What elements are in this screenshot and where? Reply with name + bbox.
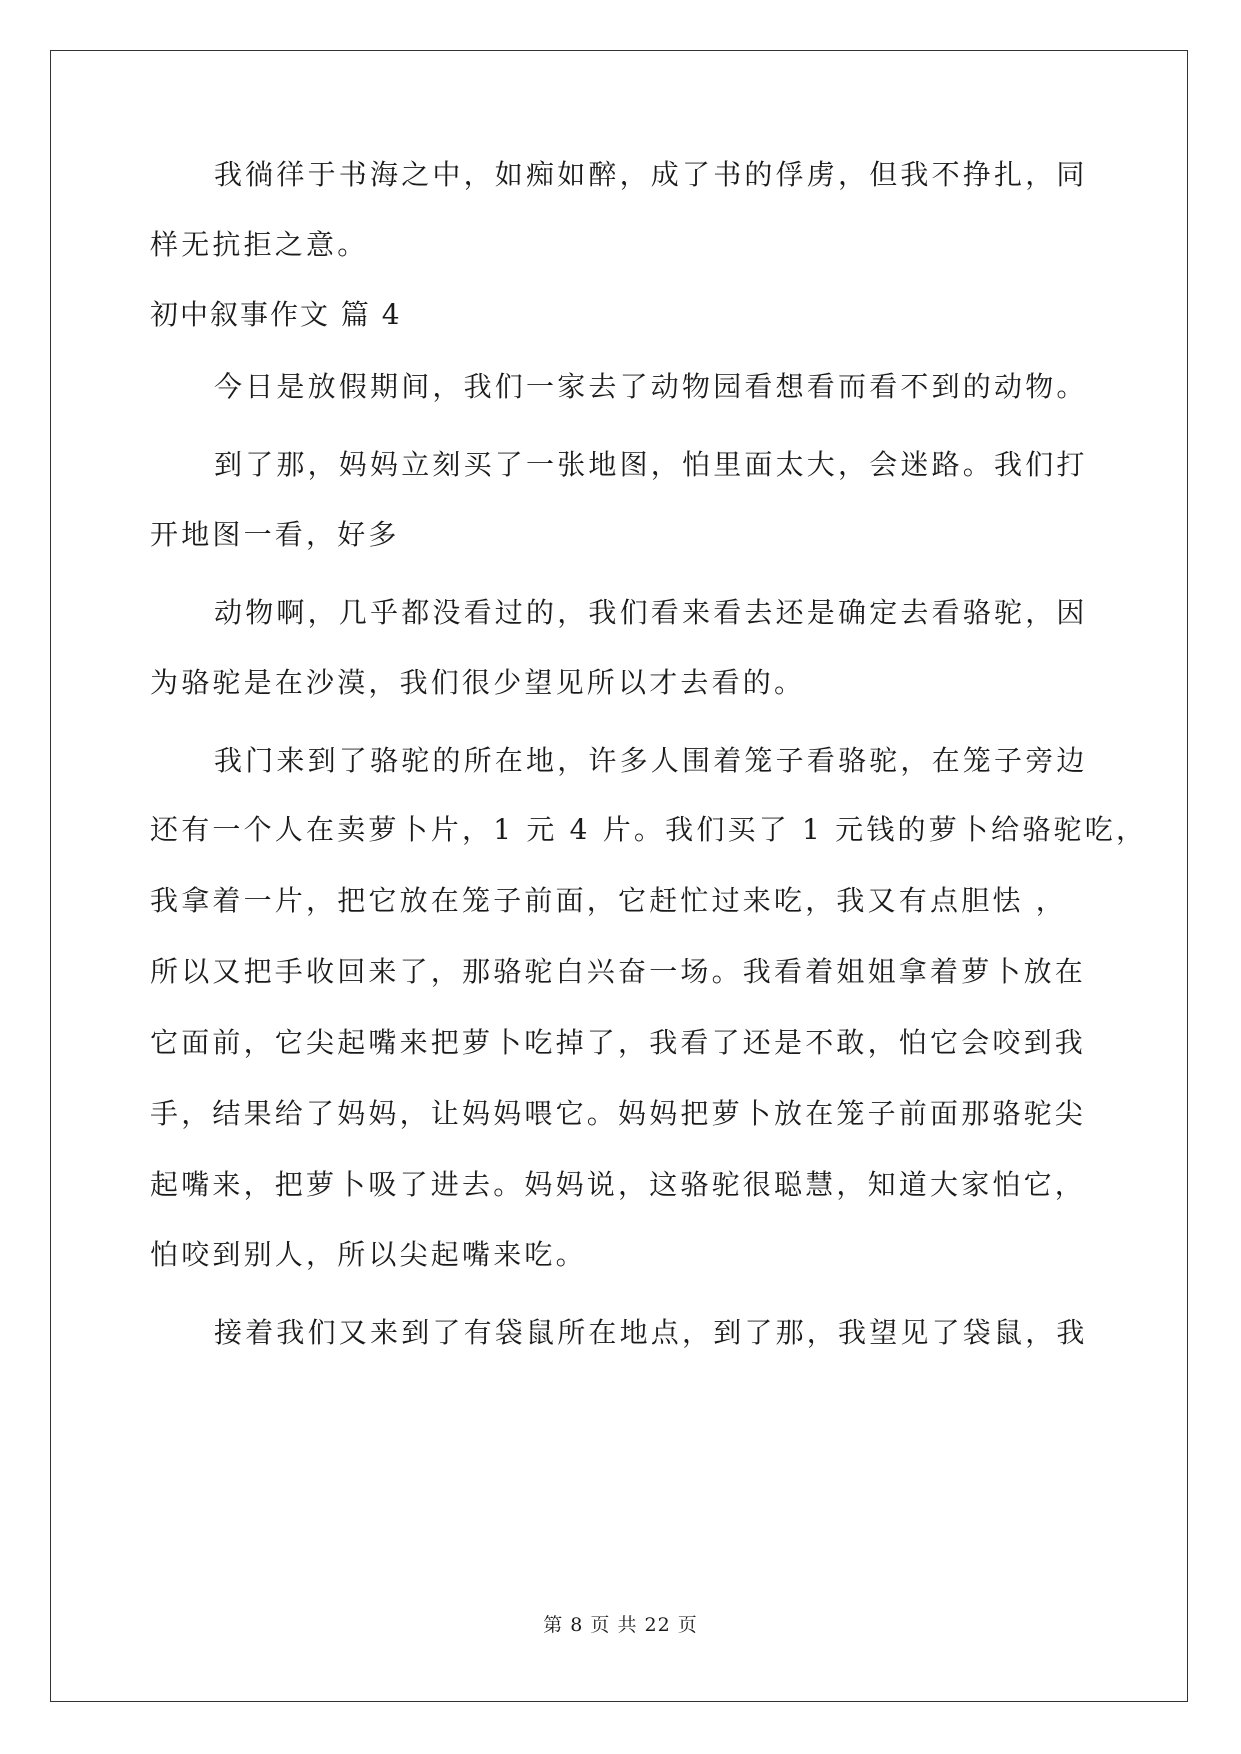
paragraph-line: 还有一个人在卖萝卜片，1 元 4 片。我们买了 1 元钱的萝卜给骆驼吃， bbox=[150, 813, 1148, 846]
paragraph-line: 我徜徉于书海之中，如痴如醉，成了书的俘虏，但我不挣扎，同 bbox=[214, 158, 1088, 191]
paragraph-line: 起嘴来，把萝卜吸了进去。妈妈说，这骆驼很聪慧，知道大家怕它， bbox=[150, 1168, 1087, 1201]
paragraph-line: 动物啊，几乎都没看过的，我们看来看去还是确定去看骆驼，因 bbox=[214, 596, 1088, 629]
paragraph-line: 今日是放假期间，我们一家去了动物园看想看而看不到的动物。 bbox=[214, 370, 1088, 403]
paragraph-line: 我拿着一片，把它放在笼子前面，它赶忙过来吃，我又有点胆怯 ， bbox=[150, 884, 1067, 917]
page-number: 第 8 页 共 22 页 bbox=[543, 1614, 698, 1636]
paragraph-line: 它面前，它尖起嘴来把萝卜吃掉了，我看了还是不敢，怕它会咬到我 bbox=[150, 1026, 1087, 1059]
paragraph-line: 样无抗拒之意。 bbox=[150, 228, 369, 261]
paragraph-line: 所以又把手收回来了，那骆驼白兴奋一场。我看着姐姐拿着萝卜放在 bbox=[150, 955, 1087, 988]
paragraph-line: 怕咬到别人，所以尖起嘴来吃。 bbox=[150, 1238, 587, 1271]
paragraph-line: 到了那，妈妈立刻买了一张地图，怕里面太大，会迷路。我们打 bbox=[214, 448, 1088, 481]
paragraph-line: 开地图一看，好多 bbox=[150, 518, 400, 551]
paragraph-line: 为骆驼是在沙漠，我们很少望见所以才去看的。 bbox=[150, 666, 806, 699]
section-heading: 初中叙事作文 篇 4 bbox=[150, 298, 402, 331]
paragraph-line: 接着我们又来到了有袋鼠所在地点，到了那，我望见了袋鼠，我 bbox=[214, 1316, 1088, 1349]
paragraph-line: 我门来到了骆驼的所在地，许多人围着笼子看骆驼，在笼子旁边 bbox=[214, 744, 1088, 777]
paragraph-line: 手，结果给了妈妈，让妈妈喂它。妈妈把萝卜放在笼子前面那骆驼尖 bbox=[150, 1097, 1087, 1130]
